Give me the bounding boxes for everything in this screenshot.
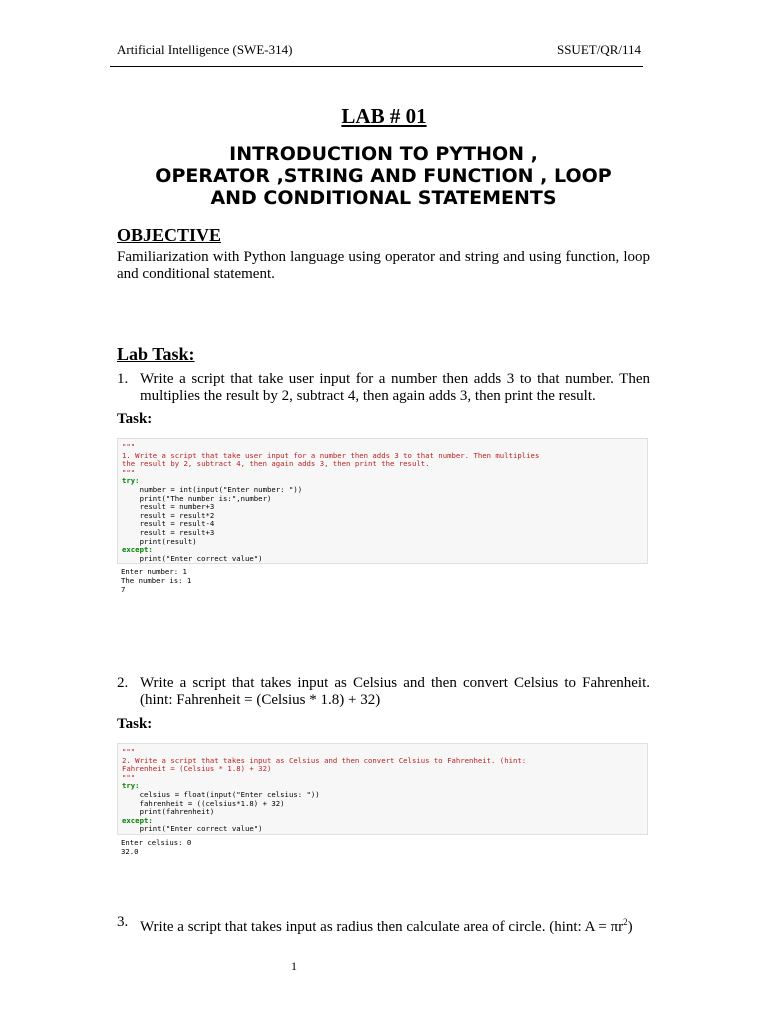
task-3-superscript: 2: [623, 917, 628, 927]
code-line: try:: [122, 781, 140, 791]
code-line: """: [122, 442, 136, 451]
objective-text: Familiarization with Python language using operator and string and using function, loop and conditional statement.: [117, 249, 650, 282]
code-line: """: [122, 747, 136, 756]
task-3-number: 3.: [117, 914, 129, 930]
code-line: Fahrenheit = (Celsius * 1.8) + 32): [122, 764, 272, 774]
task-3-text-wrap: [140, 914, 650, 936]
lab-title: LAB # 01: [341, 104, 427, 128]
code-line: """: [122, 772, 136, 782]
code-line: 2. Write a script that takes input as Celsius and then convert Celsius to Fahrenheit. (hint:: [122, 755, 527, 765]
code-line: print("Enter correct value"): [122, 824, 263, 834]
header-course: Artificial Intelligence (SWE-314): [117, 42, 293, 57]
header-rule: [110, 66, 643, 67]
task-1-number: 1.: [117, 371, 129, 387]
task-1-text: Write a script that take user input for a number then adds 3 to that number. Then multiplies the result by 2, subtract 4, then again adds 3, then print the result.: [140, 371, 650, 404]
code-line: result = result-4: [122, 519, 215, 529]
header-code: SSUET/QR/114: [556, 42, 641, 57]
task-3-text-end: ): [627, 919, 633, 935]
code-line: print("The number is:",number): [122, 493, 272, 503]
code-line: result = result*2: [122, 510, 215, 520]
code-line: print(result): [122, 536, 197, 546]
task-2-text: Write a script that takes input as Celsius and then convert Celsius to Fahrenheit. (hint: Fahrenheit = (Celsius * 1.8) + 32): [140, 675, 650, 708]
task-2-output-line: Enter celsius: 0: [121, 838, 192, 847]
code-line: print("Enter correct value"): [122, 553, 263, 563]
task-1-label: Task:: [117, 411, 153, 427]
main-title-line-3: AND CONDITIONAL STATEMENTS: [210, 187, 557, 209]
task-2: [117, 675, 650, 709]
code-line: """: [122, 467, 136, 477]
code-line: except:: [122, 815, 153, 825]
task-3: [117, 914, 650, 936]
task-1-output-line: 7: [121, 585, 126, 594]
objective-heading: OBJECTIVE: [117, 225, 222, 245]
code-line: except:: [122, 545, 153, 555]
lab-task-heading: Lab Task:: [117, 344, 195, 364]
task-1-code-block: [117, 438, 648, 564]
task-2-label: Task:: [117, 716, 153, 732]
page-number: 1: [291, 959, 297, 973]
code-line: 1. Write a script that take user input for a number then adds 3 to that number. Then multiplies: [122, 450, 540, 460]
code-line: result = result+3: [122, 527, 215, 537]
task-2-output-line: 32.0: [121, 847, 139, 856]
task-2-number: 2.: [117, 675, 129, 691]
code-line: celsius = float(input("Enter celsius: ")): [122, 789, 320, 799]
code-line: print(fahrenheit): [122, 807, 215, 817]
code-line: the result by 2, subtract 4, then again adds 3, then print the result.: [122, 459, 430, 469]
main-title: [117, 143, 650, 209]
task-1-output-line: The number is: 1: [121, 576, 192, 585]
task-2-code-block: [117, 743, 648, 835]
code-line: try:: [122, 476, 140, 486]
main-title-line-1: INTRODUCTION TO PYTHON ,: [229, 143, 538, 165]
task-1: [117, 371, 650, 405]
main-title-line-2: OPERATOR ,STRING AND FUNCTION , LOOP: [155, 165, 612, 187]
task-3-text: Write a script that takes input as radius then calculate area of circle. (hint: A = πr: [140, 919, 624, 935]
code-line: number = int(input("Enter number: ")): [122, 484, 303, 494]
task-1-output-line: Enter number: 1: [121, 567, 187, 576]
code-line: result = number+3: [122, 502, 215, 512]
code-line: fahrenheit = ((celsius*1.8) + 32): [122, 798, 285, 808]
